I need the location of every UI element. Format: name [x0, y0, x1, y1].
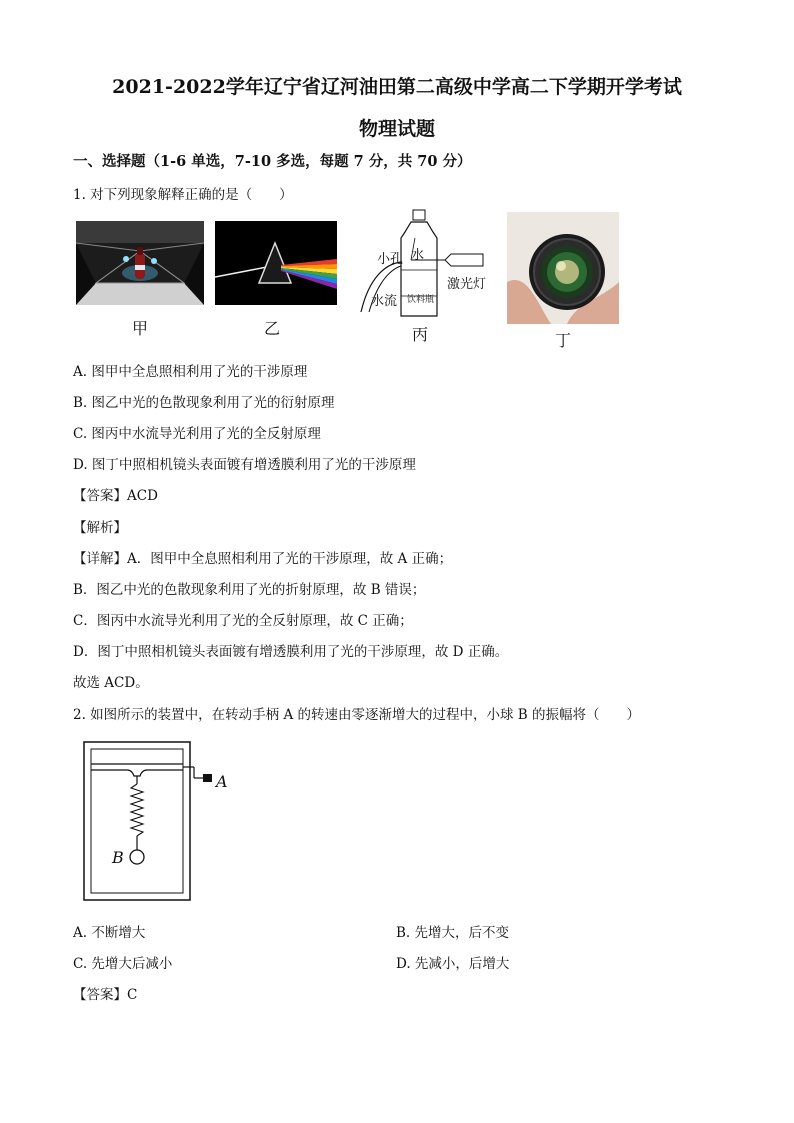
q1-analysis-tag: 【解析】: [73, 520, 127, 536]
label-bottle: 饮料瓶: [407, 295, 435, 305]
q1-detail-line-4: D．图丁中照相机镜头表面镀有增透膜利用了光的干涉原理，故 D 正确。: [73, 644, 509, 660]
water-light-guide-diagram: [355, 208, 495, 323]
q2-answer-line: [73, 983, 137, 1003]
q2-option-d: D. 先减小，后增大: [396, 956, 510, 972]
q1-option-d: D. 图丁中照相机镜头表面镀有增透膜利用了光的干涉原理: [73, 457, 416, 473]
label-water: 水: [411, 248, 425, 263]
detail-text: A．图甲中全息照相利用了光的干涉原理，故 A 正确；: [127, 551, 453, 567]
q1-detail-line-3: C．图丙中水流导光利用了光的全反射原理，故 C 正确；: [73, 613, 413, 629]
page-subtitle: 物理试题: [358, 118, 435, 140]
figure-label-bing: 丙: [411, 325, 428, 344]
answer-tag: 【答案】: [73, 488, 127, 504]
q1-option-b: B. 图乙中光的色散现象利用了光的衍射原理: [73, 395, 335, 411]
q1-detail-line-1: [73, 547, 452, 567]
label-crank-a: A: [216, 772, 228, 791]
q2-option-a: A. 不断增大: [73, 925, 146, 941]
q1-answer: ACD: [127, 488, 158, 504]
page-title: 2021-2022学年辽宁省辽河油田第二高级中学高二下学期开学考试: [112, 76, 682, 98]
label-laser: 激光灯: [447, 277, 487, 292]
answer-tag: 【答案】: [73, 987, 127, 1003]
spring-crank-diagram: [82, 740, 242, 905]
detail-tag: 【详解】: [73, 551, 127, 567]
section-heading: 一、选择题（1-6 单选，7-10 多选，每题 7 分，共 70 分）: [73, 153, 472, 170]
q1-detail-line-5: 故选 ACD。: [73, 675, 149, 691]
q1-answer-line: [73, 484, 158, 504]
figure-label-jia: 甲: [131, 319, 148, 338]
hologram-photo: [76, 221, 204, 305]
q2-answer: C: [127, 987, 138, 1003]
prism-dispersion-photo: [215, 221, 337, 305]
camera-lens-photo: [507, 212, 619, 324]
q1-option-a: A. 图甲中全息照相利用了光的干涉原理: [73, 364, 308, 380]
q1-option-c: C. 图丙中水流导光利用了光的全反射原理: [73, 426, 321, 442]
label-hole: 小孔: [377, 252, 404, 267]
figure-label-ding: 丁: [554, 331, 571, 350]
figure-label-yi: 乙: [263, 319, 280, 338]
label-stream: 水流: [371, 294, 398, 309]
q1-stem: 1. 对下列现象解释正确的是（ ）: [73, 187, 293, 203]
q2-option-b: B. 先增大，后不变: [396, 925, 510, 941]
q1-detail-line-2: B．图乙中光的色散现象利用了光的折射原理，故 B 错误；: [73, 582, 426, 598]
q2-option-c: C. 先增大后减小: [73, 956, 173, 972]
q2-stem: 2. 如图所示的装置中，在转动手柄 A 的转速由零逐渐增大的过程中，小球 B 的振幅将（ ）: [73, 707, 641, 723]
label-ball-b: B: [112, 848, 124, 867]
